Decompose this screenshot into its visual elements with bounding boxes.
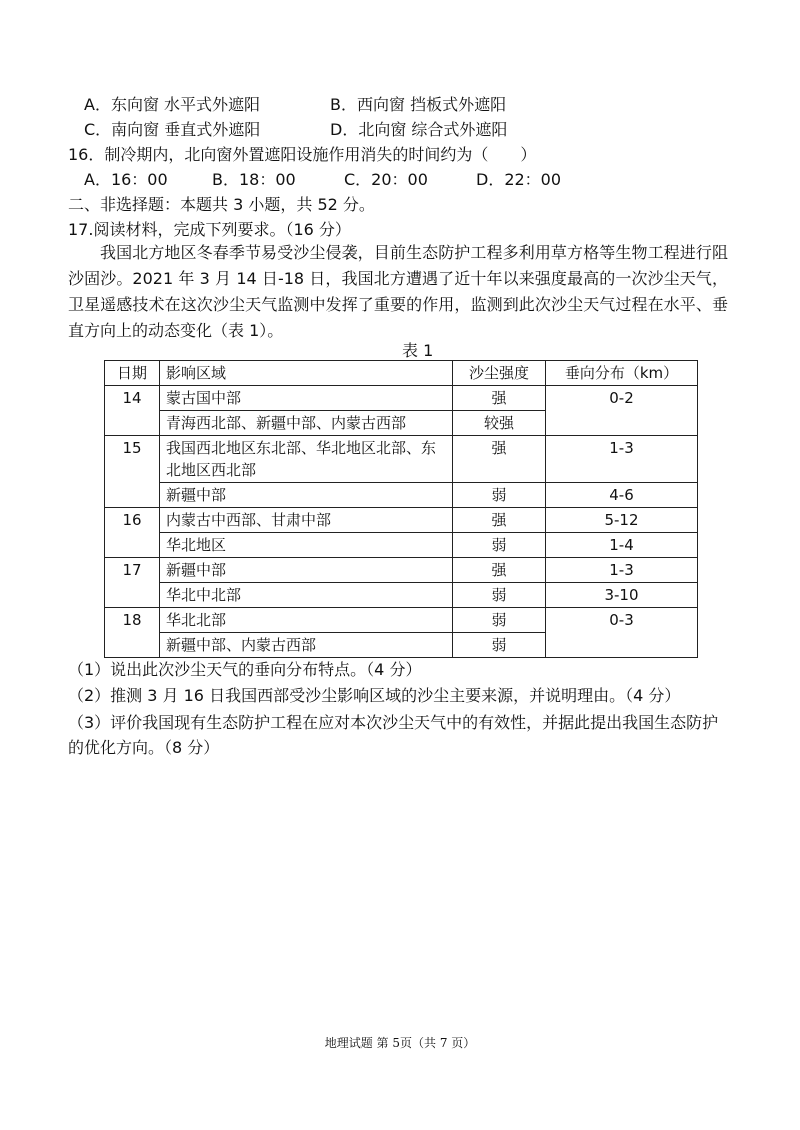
cell-area: 华北中北部 <box>160 583 453 608</box>
header-date: 日期 <box>105 361 160 386</box>
q16-option-c: C．20：00 <box>344 170 428 189</box>
cell-intensity: 弱 <box>453 608 546 633</box>
cell-vertical: 1-3 <box>546 436 698 483</box>
table-row <box>105 583 698 608</box>
cell-date: 17 <box>105 558 160 608</box>
cell-date: 14 <box>105 386 160 436</box>
table-row <box>105 508 698 533</box>
table-row <box>105 533 698 558</box>
cell-area: 蒙古国中部 <box>160 386 453 411</box>
cell-vertical: 0-3 <box>546 608 698 658</box>
cell-vertical: 0-2 <box>546 386 698 436</box>
cell-intensity: 较强 <box>453 411 546 436</box>
q17-sub3: （3）评价我国现有生态防护工程在应对本次沙尘天气中的有效性，并据此提出我国生态防护的优化方向。（8 分） <box>68 713 719 757</box>
cell-area: 华北北部 <box>160 608 453 633</box>
cell-area: 华北地区 <box>160 533 453 558</box>
cell-intensity: 强 <box>453 436 546 483</box>
q15-option-a: A．东向窗 水平式外遮阳 <box>84 95 261 114</box>
cell-intensity: 强 <box>453 508 546 533</box>
cell-area: 我国西北地区东北部、华北地区北部、东北地区西北部 <box>160 436 453 483</box>
q16-option-d: D．22：00 <box>476 170 562 189</box>
q16-stem: 16．制冷期内，北向窗外置遮阳设施作用消失的时间约为（ ） <box>68 145 537 164</box>
page-footer: 地理试题 第 5页（共 7 页） <box>324 1036 476 1050</box>
cell-vertical: 1-4 <box>546 533 698 558</box>
cell-date: 18 <box>105 608 160 658</box>
cell-vertical: 5-12 <box>546 508 698 533</box>
cell-vertical: 3-10 <box>546 583 698 608</box>
q17-sub1: （1）说出此次沙尘天气的垂向分布特点。（4 分） <box>68 660 422 679</box>
q16-option-a: A．16：00 <box>84 170 168 189</box>
table-row <box>105 483 698 508</box>
q17-title: 17.阅读材料，完成下列要求。（16 分） <box>68 220 351 239</box>
section-heading: 二、非选择题：本题共 3 小题，共 52 分。 <box>68 195 375 214</box>
cell-intensity: 弱 <box>453 583 546 608</box>
cell-intensity: 弱 <box>453 533 546 558</box>
cell-area: 青海西北部、新疆中部、内蒙古西部 <box>160 411 453 436</box>
cell-vertical: 1-3 <box>546 558 698 583</box>
q16-option-b: B．18：00 <box>212 170 296 189</box>
header-area: 影响区域 <box>160 361 453 386</box>
table-row <box>105 386 698 411</box>
cell-intensity: 弱 <box>453 483 546 508</box>
cell-area: 内蒙古中西部、甘肃中部 <box>160 508 453 533</box>
table-header-row <box>105 361 698 386</box>
cell-area: 新疆中部、内蒙古西部 <box>160 633 453 658</box>
cell-intensity: 强 <box>453 386 546 411</box>
q17-material: 我国北方地区冬春季节易受沙尘侵袭，目前生态防护工程多利用草方格等生物工程进行阻沙固沙。2021 年 3 月 14 日-18 日，我国北方遭遇了近十年以来强度最高的一次沙尘天气，卫星遥感技术在这次沙尘天气监测中发挥了重要的作用，监测到此次沙尘天气过程在水平、垂直方向上的动态变化（表 1）。 <box>68 243 728 340</box>
table-row <box>105 558 698 583</box>
cell-intensity: 强 <box>453 558 546 583</box>
dust-table <box>104 360 698 658</box>
q17-sub2: （2）推测 3 月 16 日我国西部受沙尘影响区域的沙尘主要来源，并说明理由。（4 分） <box>68 686 681 705</box>
table-caption: 表 1 <box>402 341 434 360</box>
q15-option-d: D．北向窗 综合式外遮阳 <box>330 120 508 139</box>
header-intensity: 沙尘强度 <box>453 361 546 386</box>
table-row <box>105 436 698 483</box>
cell-intensity: 弱 <box>453 633 546 658</box>
q15-option-b: B．西向窗 挡板式外遮阳 <box>330 95 507 114</box>
q15-option-c: C．南向窗 垂直式外遮阳 <box>84 120 261 139</box>
cell-date: 15 <box>105 436 160 508</box>
table-row <box>105 608 698 633</box>
cell-date: 16 <box>105 508 160 558</box>
cell-area: 新疆中部 <box>160 558 453 583</box>
header-vertical: 垂向分布（km） <box>546 361 698 386</box>
cell-vertical: 4-6 <box>546 483 698 508</box>
cell-area: 新疆中部 <box>160 483 453 508</box>
